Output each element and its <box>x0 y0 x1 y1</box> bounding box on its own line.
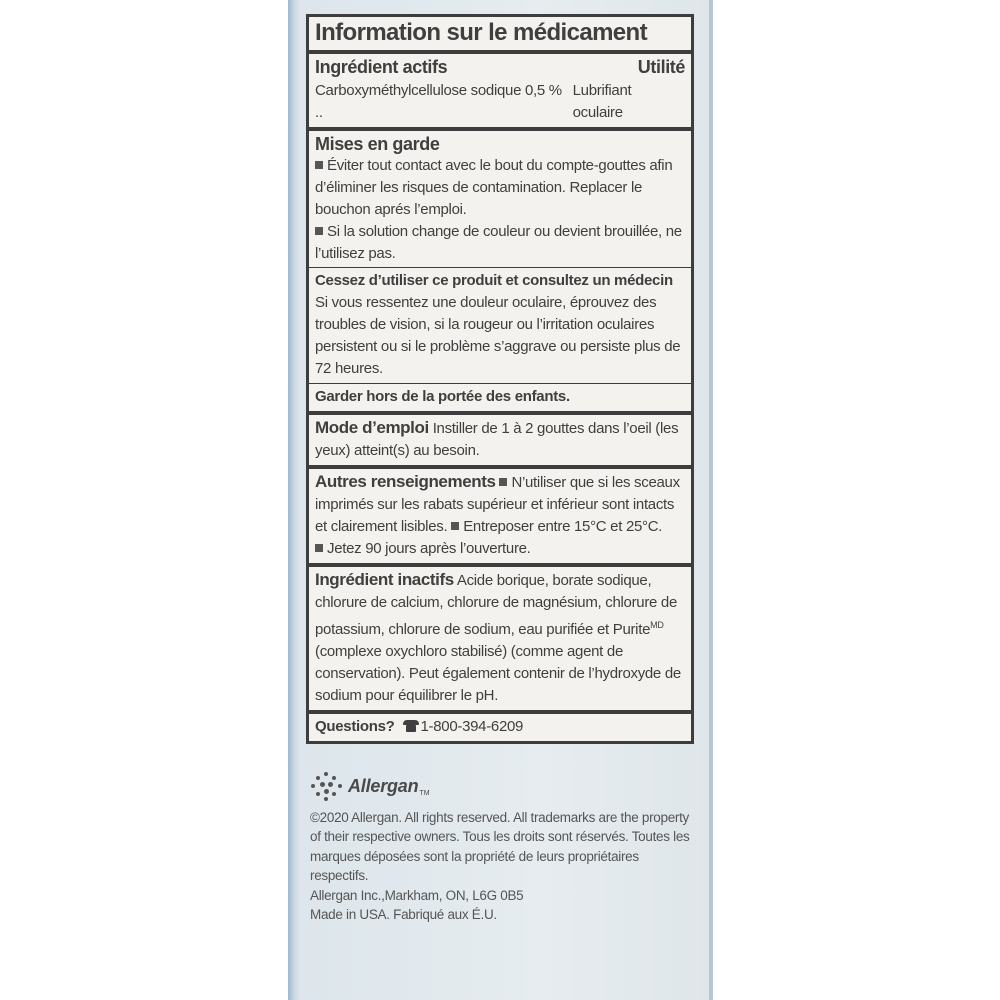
stop-use-block <box>309 267 691 380</box>
other-info-bullet-3: Jetez 90 jours après l’ouverture. <box>327 540 531 557</box>
brand-name: Allergan <box>348 775 419 796</box>
inactive-text-part2: (complexe oxychloro stabilisé) (comme agent de conservation). Peut également contenir de l’hydroxyde de sodium pour équilibrer le pH. <box>315 643 681 704</box>
inactive-text-part1: Acide borique, borate sodique, chlorure de calcium, chlorure de magnésium, chlorure de potassium, chlorure de sodium, eau purifiée et Purite <box>315 572 678 638</box>
active-ingredient: Carboxyméthylcellulose sodique 0,5 % <box>315 82 562 99</box>
bullet-square-icon <box>451 522 459 530</box>
active-ingredient-heading: Ingrédient actifs <box>315 57 448 77</box>
copyright-text: ©2020 Allergan. All rights reserved. All trademarks are the property of their respective owners. Tous les droits sont réservés. Toutes les marques déposées sont la propriété de leurs propriétaires respectifs. <box>310 810 690 884</box>
bullet-square-icon <box>315 161 323 169</box>
warning-bullet-2: Si la solution change de couleur ou devient brouillée, ne l’utilisez pas. <box>315 223 682 262</box>
questions-label: Questions? <box>315 718 395 735</box>
drug-facts-title-section <box>309 17 691 54</box>
keep-out-of-reach: Garder hors de la portée des enfants. <box>309 383 691 408</box>
allergan-logo <box>310 771 430 801</box>
made-in-text: Made in USA. Fabriqué aux É.U. <box>310 907 497 923</box>
purpose-heading: Utilité <box>637 57 685 77</box>
questions-phone: 1-800-394-6209 <box>420 718 524 735</box>
warning-bullet-1: Éviter tout contact avec le bout du compte-gouttes afin d’éliminer les risques de contamination. Replacer le bouchon aprés l’emploi. <box>315 157 673 218</box>
address-text: Allergan Inc.,Markham, ON, L6G 0B5 <box>310 887 524 903</box>
inactive-heading: Ingrédient inactifs <box>315 570 454 589</box>
stop-use-text: Si vous ressentez une douleur oculaire, éprouvez des troubles de vision, si la rougeur ou l’irritation oculaires persistent ou si le problème s’aggrave ou persiste plus de 72 heures. <box>315 294 681 377</box>
legal-text <box>310 808 690 924</box>
other-info-bullet-2: Entreposer entre 15°C et 25°C. <box>463 518 663 535</box>
active-ingredients-section <box>309 54 691 131</box>
warnings-section <box>309 131 691 415</box>
drug-facts-title: Information sur le médicament <box>315 19 648 46</box>
directions-text: Instiller de 1 à 2 gouttes dans l’oeil (les yeux) atteint(s) au besoin. <box>315 420 679 459</box>
questions-section <box>309 714 691 741</box>
brand-trademark: TM <box>419 790 430 797</box>
bullet-square-icon <box>315 227 323 235</box>
phone-icon <box>403 720 419 732</box>
other-info-bullet-1: N’utiliser que si les sceaux imprimés sur les rabats supérieur et inférieur sont intacts et clairement lisibles. <box>315 474 680 535</box>
registered-mark: MD <box>650 620 664 630</box>
directions-section <box>309 415 691 469</box>
other-info-section <box>309 469 691 567</box>
warnings-heading: Mises en garde <box>315 134 440 154</box>
inactive-ingredients-section <box>309 567 691 714</box>
dot-leader: .. <box>315 104 323 121</box>
allergan-dots-icon <box>310 771 346 801</box>
other-info-heading: Autres renseignements <box>315 472 496 491</box>
bullet-square-icon <box>315 544 323 552</box>
directions-heading: Mode d’emploi <box>315 418 429 437</box>
stop-use-heading: Cessez d’utiliser ce produit et consultez un médecin <box>315 272 673 289</box>
purpose-text: Lubrifiant oculaire <box>572 82 632 121</box>
drug-facts-panel <box>306 14 694 744</box>
bullet-square-icon <box>499 478 507 486</box>
